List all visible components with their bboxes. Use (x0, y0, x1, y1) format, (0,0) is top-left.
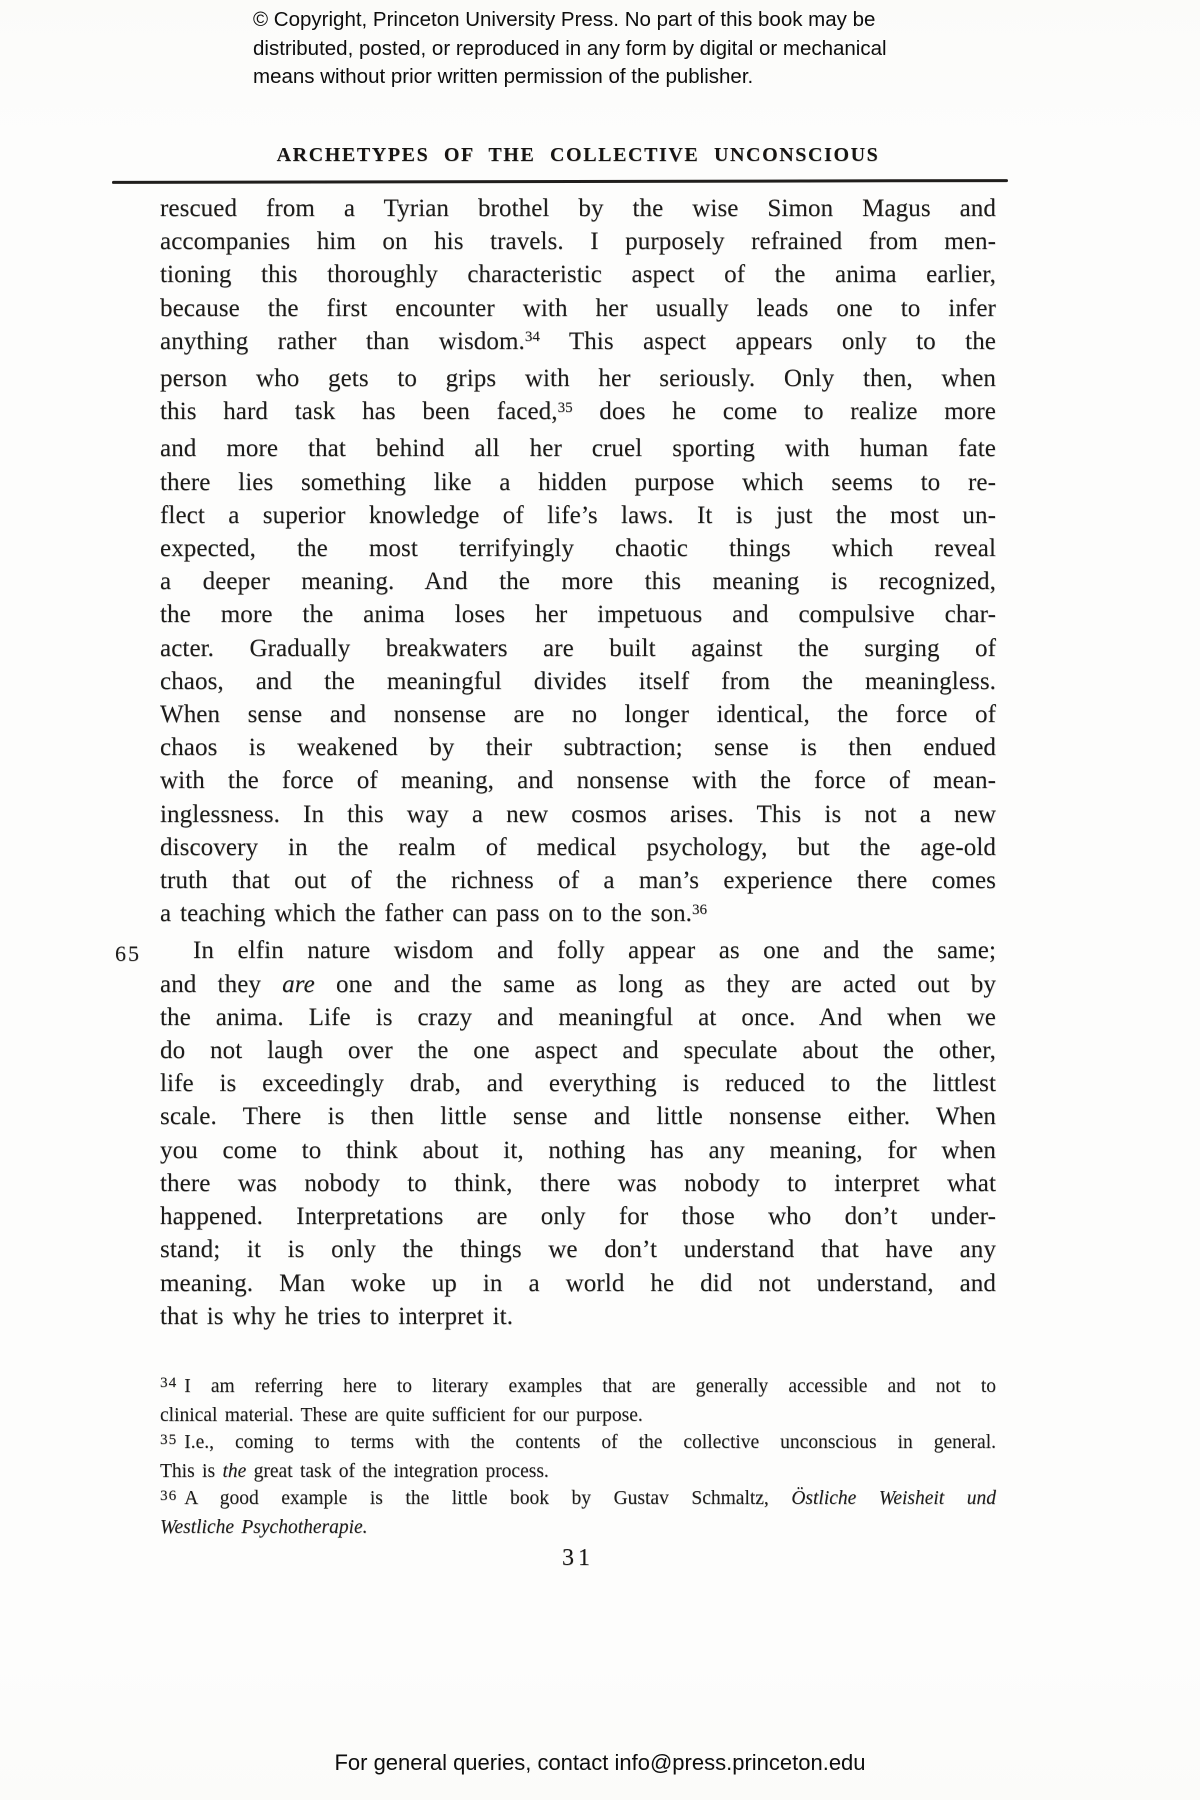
copyright-line: means without prior written permission of the publisher. (253, 65, 754, 88)
body-line: scale. There is then little sense and little nonsense either. When (160, 1103, 996, 1131)
body-line: happened. Interpretations are only for those who don’t under- (160, 1203, 996, 1231)
paragraph (160, 192, 996, 934)
body-line: inglessness. In this way a new cosmos arises. This is not a new (160, 800, 996, 828)
footnote-reference: 36 (692, 901, 708, 918)
footnote-line: clinical material. These are quite sufficient for our purpose. (160, 1404, 643, 1426)
footnote-number: 35 (160, 1430, 178, 1448)
footnote-line: $^{35}$ I.e., coming to terms with the contents of the collective unconscious in general. (160, 1430, 996, 1454)
italic-text: Östliche Weisheit und (791, 1488, 996, 1510)
body-text (115, 192, 997, 1333)
footnote-line: $^{36}$ A good example is the little book by Gustav Schmaltz, Östliche Weisheit und (160, 1486, 996, 1510)
copyright-line: distributed, posted, or reproduced in any form by digital or mechanical (253, 36, 887, 60)
running-head-rule (112, 179, 1008, 184)
body-line: there was nobody to think, there was nobody to interpret what (160, 1169, 996, 1197)
body-line: and more that behind all her cruel sporting with human fate (160, 435, 996, 463)
footnote-line (160, 1514, 996, 1542)
footnotes (160, 1373, 996, 1542)
body-line: rescued from a Tyrian brothel by the wise Simon Magus and (160, 195, 996, 222)
body-line: expected, the most terrifyingly chaotic things which reveal (160, 535, 996, 563)
body-line: do not laugh over the one aspect and speculate about the other, (160, 1037, 996, 1065)
copyright-notice (253, 6, 953, 92)
body-line: anything rather than wisdom.$^{34}$ This aspect appears only to the (160, 327, 997, 355)
italic-text: Westliche Psychotherapie. (160, 1516, 368, 1538)
footnote-36 (160, 1485, 996, 1541)
body-line: with the force of meaning, and nonsense with the force of mean- (160, 767, 996, 795)
footnote-reference: 35 (557, 399, 573, 416)
body-line: this hard task has been faced,$^{35}$ does he come to realize more (160, 398, 997, 426)
copyright-line: © Copyright, Princeton University Press. No part of this book may be (253, 8, 876, 31)
body-line: that is why he tries to interpret it. (160, 1302, 514, 1330)
body-line: and they are one and the same as long as they are acted out by (160, 970, 996, 998)
body-line: there lies something like a hidden purpose which seems to re- (160, 468, 996, 496)
body-line: a deeper meaning. And the more this meaning is recognized, (160, 568, 996, 596)
body-line: discovery in the realm of medical psychology, but the age-old (160, 833, 996, 861)
body-line: you come to think about it, nothing has any meaning, for when (160, 1136, 996, 1164)
footnote-number: 36 (160, 1486, 178, 1504)
italic-text: the (222, 1460, 247, 1482)
body-line: When sense and nonsense are no longer identical, the force of (160, 701, 996, 729)
body-line: chaos, and the meaningful divides itself from the meaningless. (160, 667, 996, 695)
body-line: meaning. Man woke up in a world he did not understand, and (160, 1269, 996, 1297)
page-number: 31 (562, 1545, 594, 1571)
body-line: acter. Gradually breakwaters are built against the surging of (160, 634, 996, 662)
body-line: 65 In elfin nature wisdom and folly appear as one and the same; (160, 934, 996, 967)
footnote-line: This is the great task of the integration process. (160, 1460, 549, 1482)
paragraph-65 (115, 934, 996, 1332)
body-line: life is exceedingly drab, and everything is reduced to the littlest (160, 1070, 996, 1098)
running-head: ARCHETYPES OF THE COLLECTIVE UNCONSCIOUS (276, 144, 880, 166)
paragraph-number: 65 (115, 941, 141, 967)
footnote-35 (160, 1429, 996, 1485)
footer-contact: For general queries, contact info@press.princeton.edu (334, 1750, 866, 1775)
body-line: the anima. Life is crazy and meaningful at once. And when we (160, 1003, 996, 1031)
body-line: because the first encounter with her usually leads one to infer (160, 294, 996, 322)
body-line: the more the anima loses her impetuous and compulsive char- (160, 601, 996, 629)
body-line: person who gets to grips with her seriously. Only then, when (160, 365, 996, 393)
body-line: stand; it is only the things we don’t understand that have any (160, 1236, 996, 1264)
body-line: accompanies him on his travels. I purposely refrained from men- (160, 228, 996, 256)
footnote-number: 34 (160, 1374, 178, 1392)
body-line: tioning this thoroughly characteristic aspect of the anima earlier, (160, 261, 996, 289)
footnote-reference: 34 (524, 329, 540, 346)
footnote-line: $^{34}$ I am referring here to literary examples that are generally accessible and not to (160, 1374, 996, 1397)
body-line: flect a superior knowledge of life’s laws. It is just the most un- (160, 501, 996, 529)
italic-text: are (282, 970, 315, 998)
footnote-34 (160, 1373, 996, 1429)
body-line: chaos is weakened by their subtraction; sense is then endued (160, 734, 996, 762)
body-line: a teaching which the father can pass on to the son.$^{36}$ (160, 900, 708, 928)
body-line: truth that out of the richness of a man’s experience there comes (160, 867, 996, 895)
